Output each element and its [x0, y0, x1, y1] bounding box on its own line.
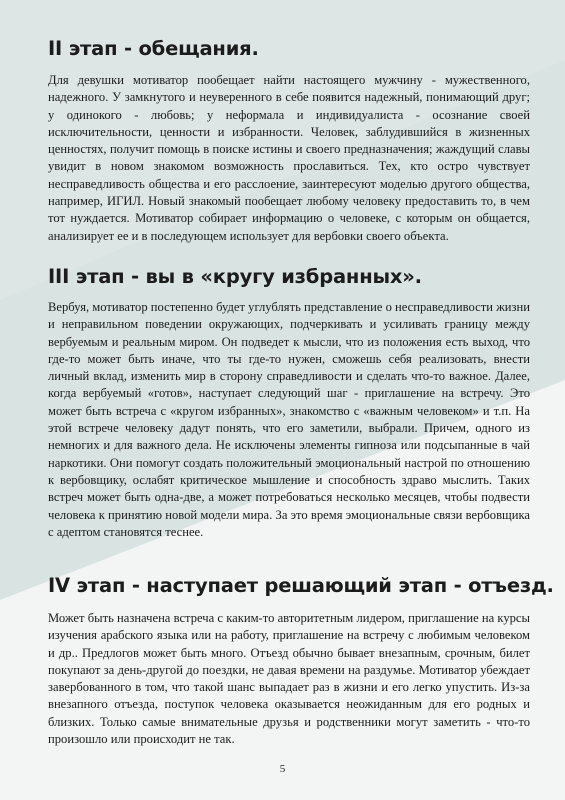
section-text-stage-3: Вербуя, мотиватор постепенно будет углублять представление о несправедливости жизни и неправильном поведении окружающих, подчеркивать и усиливать границу между вербуемым и реальным миром. Он подведет к мысли, что из положения есть выход, что где-то может быть иначе, что ты где-то нужен, сможешь себя реализовать, внести личный вклад, изменить мир в сторону справедливости и сделать что-то важное. Далее, когда вербуемый «готов», наступает следующий шаг - приглашение на встречу. Это может быть встреча с «кругом избранных», знакомство с «важным человеком» и т.п. На этой встрече человеку дадут понять, что его заметили, выбрали. Причем, одного из немногих и для важного дела. Не исключены элементы гипноза или подсыпанные в чай наркотики. Они помогут создать положительный эмоциональный настрой по отношению к вербовщику, ослабят критическое мышление и способность здраво мыслить. Таких встреч может быть одна-две, а может потребоваться несколько месяцев, чтобы подвести человека к принятию новой модели мира. За это время эмоциональные связи вербовщика с адептом становятся теснее.: [48, 300, 530, 539]
page-number: 5: [279, 763, 286, 775]
section-text-stage-2: Для девушки мотиватор пообещает найти настоящего мужчину - мужественного, надежного. У замкнутого и неуверенного в себе появится надежный, понимающий друг; у одинокого - любовь; у неформала и индивидуалиста - осознание своей исключительности, ценности и избранности. Человек, заблудившийся в жизненных ценностях, получит помощь в поиске истины и своего предназначения; жаждущий славы увидит в новом знакомом возможность прославиться. Тех, кто остро чувствует несправедливость общества и его расслоение, заинтересуют моделью другого общества, например, ИГИЛ. Новый знакомый пообещает любому человеку предоставить то, в чем тот нуждается. Мотиватор собирает информацию о человеке, с которым он общается, анализирует ее и в последующем использует для вербовки своего объекта.: [48, 73, 530, 243]
section-heading-stage-2: II этап - обещания.: [48, 37, 259, 60]
section-heading-stage-3: III этап - вы в «кругу избранных».: [48, 265, 422, 288]
section-text-stage-4: Может быть назначена встреча с каким-то авторитетным лидером, приглашение на курсы изучения арабского языка или на работу, приглашение на встречу с любимым человеком и др.. Предлогов может быть много. Отъезд обычно бывает внезапным, срочным, билет покупают за день-другой до поездки, не давая времени на раздумье. Мотиватор убеждает завербованного в том, что такой шанс выпадает раз в жизни и его легко упустить. Из-за внезапного отъезда, поступок человека оказывается неожиданным для его родных и близких. Только самые внимательные друзья и родственники могут заметить - что-то произошло или происходит не так.: [48, 611, 530, 747]
section-heading-stage-4: IV этап - наступает решающий этап - отъезд.: [48, 574, 554, 597]
